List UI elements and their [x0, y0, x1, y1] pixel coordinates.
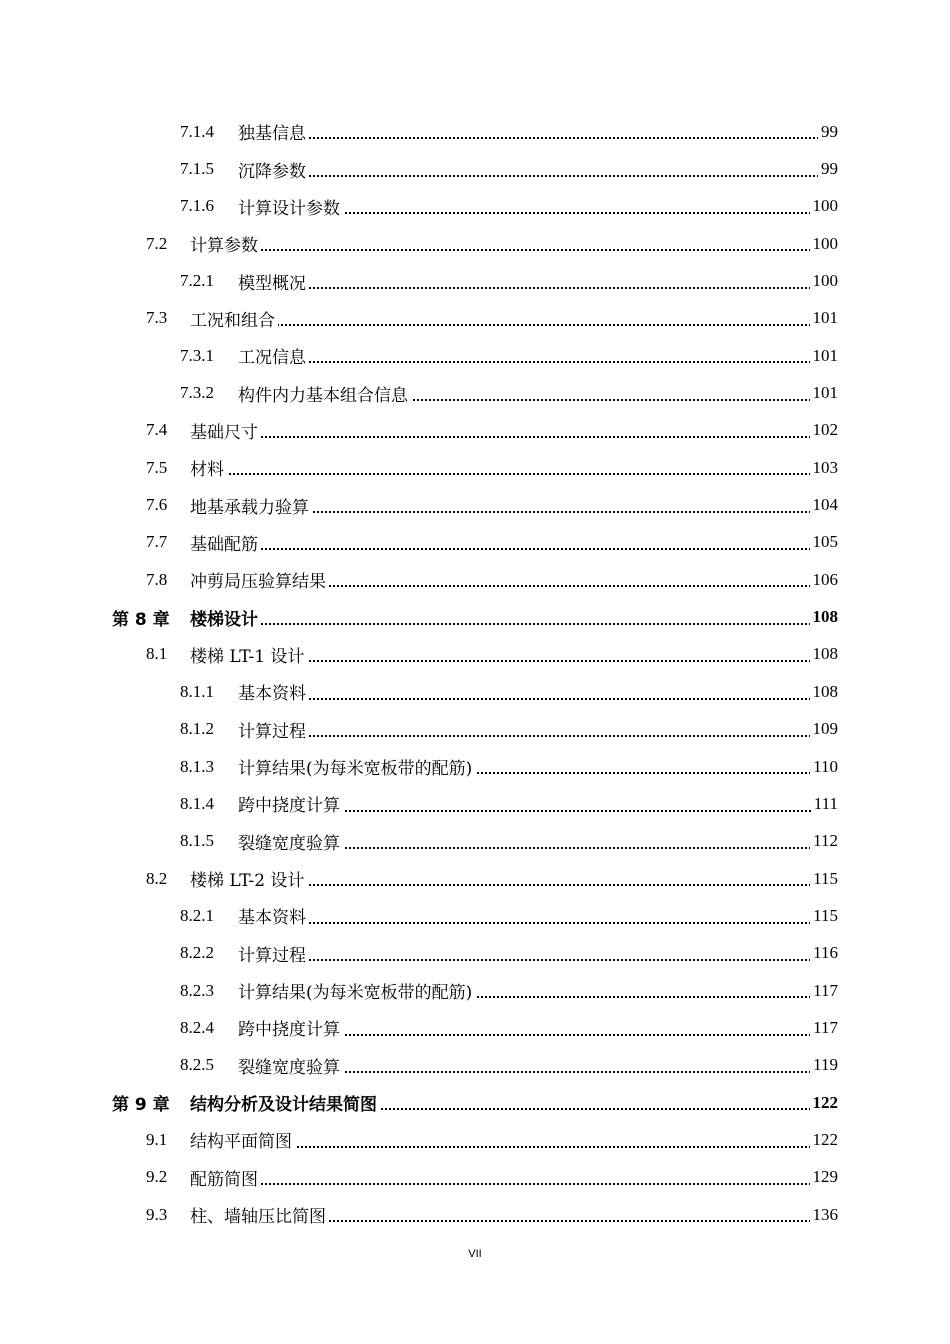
toc-entry-title: 冲剪局压验算结果	[190, 567, 329, 592]
toc-entry[interactable]	[0, 823, 950, 860]
toc-entry-page: 122	[810, 1093, 839, 1113]
toc-entry-page: 115	[810, 869, 838, 889]
toc-entry-page: 129	[810, 1167, 839, 1187]
toc-entry-number: 8.1.5	[180, 831, 214, 851]
toc-entry[interactable]	[0, 1196, 950, 1233]
toc-entry-number: 7.7	[146, 532, 168, 552]
toc-entry-title: 柱、墙轴压比简图	[190, 1202, 329, 1227]
toc-entry[interactable]	[0, 748, 950, 785]
toc-leader-dots	[190, 247, 838, 251]
toc-entry[interactable]	[0, 673, 950, 710]
toc-entry-title: 跨中挠度计算	[238, 791, 343, 816]
toc-entry-page: 99	[818, 159, 838, 179]
toc-entry-page: 101	[810, 308, 839, 328]
toc-entry-title: 结构平面简图	[190, 1127, 295, 1152]
toc-entry-number: 7.1.4	[180, 121, 214, 141]
toc-entry-page: 109	[810, 719, 839, 739]
toc-entry[interactable]	[0, 524, 950, 561]
toc-entry-title: 裂缝宽度验算	[238, 829, 343, 854]
toc-leader-dots	[238, 920, 838, 924]
toc-entry[interactable]	[0, 1009, 950, 1046]
toc-entry[interactable]	[0, 412, 950, 449]
toc-entry[interactable]	[0, 1121, 950, 1158]
toc-entry[interactable]	[0, 113, 950, 150]
toc-entry-page: 115	[810, 906, 838, 926]
toc-entry-page: 101	[810, 383, 839, 403]
toc-entry[interactable]	[0, 598, 950, 635]
toc-entry[interactable]	[0, 486, 950, 523]
toc-entry[interactable]	[0, 300, 950, 337]
toc-entry[interactable]	[0, 561, 950, 598]
toc-entry-title: 计算过程	[238, 717, 309, 742]
toc-entry-number: 7.6	[146, 495, 168, 515]
toc-entry[interactable]	[0, 711, 950, 748]
toc-entry[interactable]	[0, 785, 950, 822]
toc-entry-number: 7.1.5	[180, 159, 214, 179]
toc-entry-number: 8.2	[146, 868, 168, 888]
toc-entry-number: 8.2.4	[180, 1017, 214, 1037]
toc-entry-title: 地基承载力验算	[190, 493, 312, 518]
toc-entry-page: 112	[810, 831, 838, 851]
toc-entry[interactable]	[0, 636, 950, 673]
toc-entry[interactable]	[0, 188, 950, 225]
toc-entry-title: 模型概况	[238, 269, 309, 294]
toc-entry-title: 计算参数	[190, 231, 261, 256]
toc-entry-title: 计算设计参数	[238, 194, 343, 219]
toc-entry[interactable]	[0, 374, 950, 411]
toc-entry-title: 楼梯 LT-2 设计	[190, 866, 307, 891]
toc-entry-title: 独基信息	[238, 119, 309, 144]
toc-entry-number: 8.2.5	[180, 1055, 214, 1075]
table-of-contents	[0, 113, 950, 1233]
toc-entry-page: 110	[810, 757, 838, 777]
toc-entry-page: 136	[810, 1205, 839, 1225]
toc-entry-number: 9.1	[146, 1129, 168, 1149]
toc-leader-dots	[238, 957, 838, 961]
toc-entry-title: 楼梯 LT-1 设计	[190, 642, 307, 667]
toc-entry-title: 计算结果(为每米宽板带的配筋)	[238, 754, 475, 779]
toc-entry-number: 9.2	[146, 1167, 168, 1187]
toc-entry-number: 7.8	[146, 569, 168, 589]
toc-entry-page: 105	[810, 532, 839, 552]
page-number-footer	[0, 1248, 950, 1260]
toc-entry-page: 104	[810, 495, 839, 515]
toc-entry-number: 8.2.2	[180, 943, 214, 963]
toc-entry-page: 117	[810, 981, 838, 1001]
toc-entry-number: 8.1	[146, 644, 168, 664]
toc-entry-page: 108	[810, 682, 839, 702]
toc-entry-number: 7.5	[146, 457, 168, 477]
toc-entry[interactable]	[0, 150, 950, 187]
toc-entry-page: 122	[810, 1130, 839, 1150]
toc-entry-page: 119	[810, 1055, 838, 1075]
toc-entry-title: 楼梯设计	[190, 605, 261, 630]
toc-entry-page: 103	[810, 458, 839, 478]
toc-entry-title: 配筋简图	[190, 1165, 261, 1190]
toc-entry-title: 裂缝宽度验算	[238, 1053, 343, 1078]
toc-entry-page: 101	[810, 346, 839, 366]
toc-leader-dots	[238, 135, 838, 139]
toc-entry[interactable]	[0, 860, 950, 897]
toc-entry-number: 8.1.3	[180, 756, 214, 776]
toc-leader-dots	[190, 1181, 838, 1185]
toc-entry-number: 8.2.1	[180, 905, 214, 925]
toc-entry-page: 102	[810, 420, 839, 440]
toc-entry-title: 基本资料	[238, 903, 309, 928]
toc-entry[interactable]	[0, 935, 950, 972]
toc-leader-dots	[238, 359, 838, 363]
toc-entry-title: 基本资料	[238, 679, 309, 704]
toc-entry-number: 第 9 章	[112, 1095, 170, 1116]
toc-leader-dots	[190, 621, 838, 625]
toc-entry-number: 第 8 章	[112, 609, 170, 630]
toc-leader-dots	[238, 173, 838, 177]
toc-entry-title: 跨中挠度计算	[238, 1015, 343, 1040]
toc-entry-title: 沉降参数	[238, 157, 309, 182]
toc-entry-title: 计算结果(为每米宽板带的配筋)	[238, 978, 475, 1003]
toc-entry-page: 108	[810, 607, 839, 627]
toc-entry[interactable]	[0, 1084, 950, 1121]
toc-leader-dots	[190, 434, 838, 438]
toc-leader-dots	[238, 285, 838, 289]
toc-entry-page: 99	[818, 122, 838, 142]
toc-leader-dots	[190, 546, 838, 550]
toc-entry-title: 基础配筋	[190, 530, 261, 555]
toc-leader-dots	[238, 696, 838, 700]
toc-entry-page: 100	[810, 234, 839, 254]
toc-entry-number: 7.1.6	[180, 196, 214, 216]
toc-entry-title: 工况信息	[238, 343, 309, 368]
toc-entry-title: 构件内力基本组合信息	[238, 381, 411, 406]
toc-entry-number: 7.4	[146, 420, 168, 440]
toc-leader-dots	[190, 322, 838, 326]
toc-entry[interactable]	[0, 225, 950, 262]
toc-entry-page: 108	[810, 644, 839, 664]
toc-entry-number: 8.1.4	[180, 793, 214, 813]
toc-entry[interactable]	[0, 1159, 950, 1196]
toc-entry[interactable]	[0, 262, 950, 299]
toc-entry-title: 计算过程	[238, 941, 309, 966]
toc-entry[interactable]	[0, 972, 950, 1009]
toc-entry-title: 工况和组合	[190, 306, 278, 331]
toc-entry-page: 100	[810, 196, 839, 216]
toc-entry-number: 7.3	[146, 308, 168, 328]
toc-entry-number: 7.3.2	[180, 383, 214, 403]
toc-entry-page: 106	[810, 570, 839, 590]
toc-entry-title: 结构分析及设计结果简图	[190, 1090, 380, 1115]
toc-entry-number: 9.3	[146, 1204, 168, 1224]
toc-entry[interactable]	[0, 1047, 950, 1084]
toc-entry-number: 8.2.3	[180, 980, 214, 1000]
toc-entry-title: 材料	[190, 455, 227, 480]
toc-leader-dots	[238, 733, 838, 737]
toc-entry-number: 8.1.1	[180, 681, 214, 701]
toc-leader-dots	[190, 471, 838, 475]
toc-entry-title: 基础尺寸	[190, 418, 261, 443]
page-number: VII	[468, 1248, 482, 1260]
toc-entry-number: 7.3.1	[180, 345, 214, 365]
toc-entry-number: 8.1.2	[180, 719, 214, 739]
toc-entry-number: 7.2.1	[180, 271, 214, 291]
toc-entry[interactable]	[0, 449, 950, 486]
toc-entry-page: 100	[810, 271, 839, 291]
toc-entry-page: 116	[810, 943, 838, 963]
toc-entry[interactable]	[0, 337, 950, 374]
toc-entry-page: 117	[810, 1018, 838, 1038]
toc-entry-number: 7.2	[146, 233, 168, 253]
toc-entry[interactable]	[0, 897, 950, 934]
toc-entry-page: 111	[811, 794, 838, 814]
